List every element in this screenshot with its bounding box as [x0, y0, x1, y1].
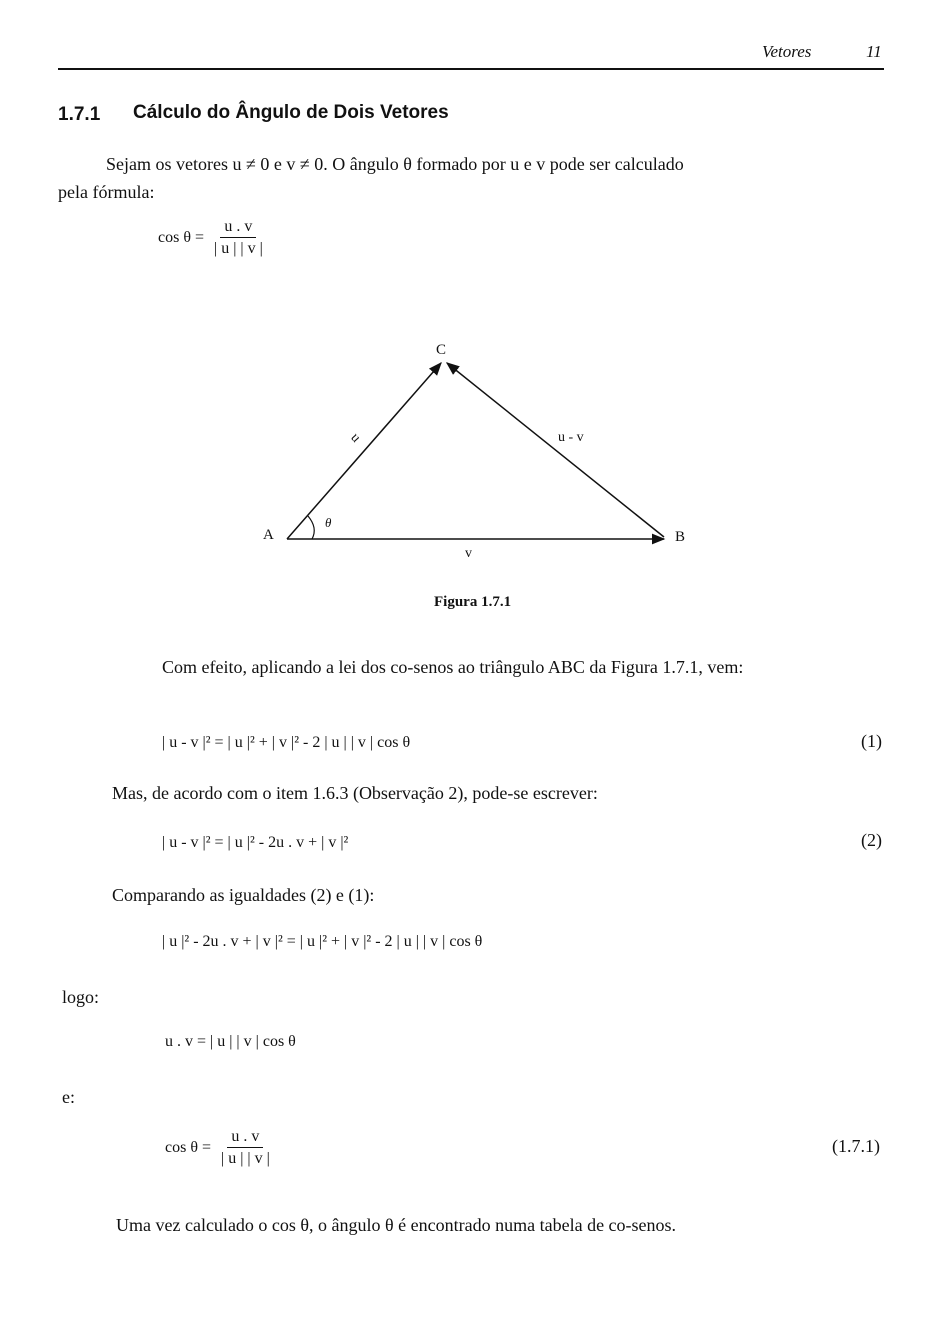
equation-1-7-1-denominator: | u | | v |: [221, 1150, 270, 1167]
equation-1-7-1-numerator: u . v: [227, 1128, 263, 1148]
formula-numerator: u . v: [220, 218, 256, 238]
equation-2: | u - v |² = | u |² - 2u . v + | v |²: [162, 834, 349, 851]
label-theta: θ: [325, 515, 332, 530]
intro-line-1: Sejam os vetores u ≠ 0 e v ≠ 0. O ângulo θ formado por u e v pode ser calculado: [106, 154, 684, 174]
paragraph-observation: Mas, de acordo com o item 1.6.3 (Observação 2), pode-se escrever:: [112, 783, 598, 803]
equation-2-number: (2): [861, 830, 882, 850]
equation-1-7-1: [165, 1128, 274, 1168]
label-u: u: [347, 430, 364, 446]
running-title: Vetores: [762, 42, 812, 61]
paragraph-logo: logo:: [62, 987, 100, 1007]
page-number: 11: [866, 42, 882, 61]
triangle-figure: [250, 330, 710, 580]
paragraph-comparing: Comparando as igualdades (2) e (1):: [112, 885, 375, 905]
intro-line-2: pela fórmula:: [58, 182, 155, 202]
vector-u-arrow: [287, 363, 441, 539]
section-title: Cálculo do Ângulo de Dois Vetores: [133, 102, 449, 123]
equation-1: | u - v |² = | u |² + | v |² - 2 | u | | v | cos θ: [162, 734, 411, 751]
label-v: v: [465, 546, 472, 561]
section-number: 1.7.1: [58, 104, 101, 125]
equation-3: | u |² - 2u . v + | v |² = | u |² + | v |² - 2 | u | | v | cos θ: [162, 933, 483, 950]
label-u-minus-v: u - v: [558, 430, 584, 445]
label-A: A: [263, 527, 274, 543]
paragraph-conclusion: Uma vez calculado o cos θ, o ângulo θ é encontrado numa tabela de co-senos.: [116, 1215, 677, 1235]
vector-u-minus-v-arrow: [447, 363, 664, 537]
label-B: B: [675, 529, 686, 545]
header-rule: [58, 68, 884, 70]
paragraph-law-of-cosines: Com efeito, aplicando a lei dos co-senos ao triângulo ABC da Figura 1.7.1, vem:: [162, 657, 744, 677]
label-C: C: [436, 342, 447, 358]
paragraph-e: e:: [62, 1087, 75, 1107]
formula-cos-theta: [158, 218, 267, 258]
equation-1-7-1-lhs: cos θ =: [165, 1139, 212, 1156]
formula-lhs: cos θ =: [158, 229, 205, 246]
equation-1-7-1-number: (1.7.1): [832, 1136, 880, 1156]
equation-4: u . v = | u | | v | cos θ: [165, 1033, 296, 1050]
formula-denominator: | u | | v |: [214, 240, 263, 257]
theta-angle-arc: [308, 516, 314, 539]
figure-caption: Figura 1.7.1: [434, 594, 512, 610]
equation-1-number: (1): [861, 731, 882, 751]
